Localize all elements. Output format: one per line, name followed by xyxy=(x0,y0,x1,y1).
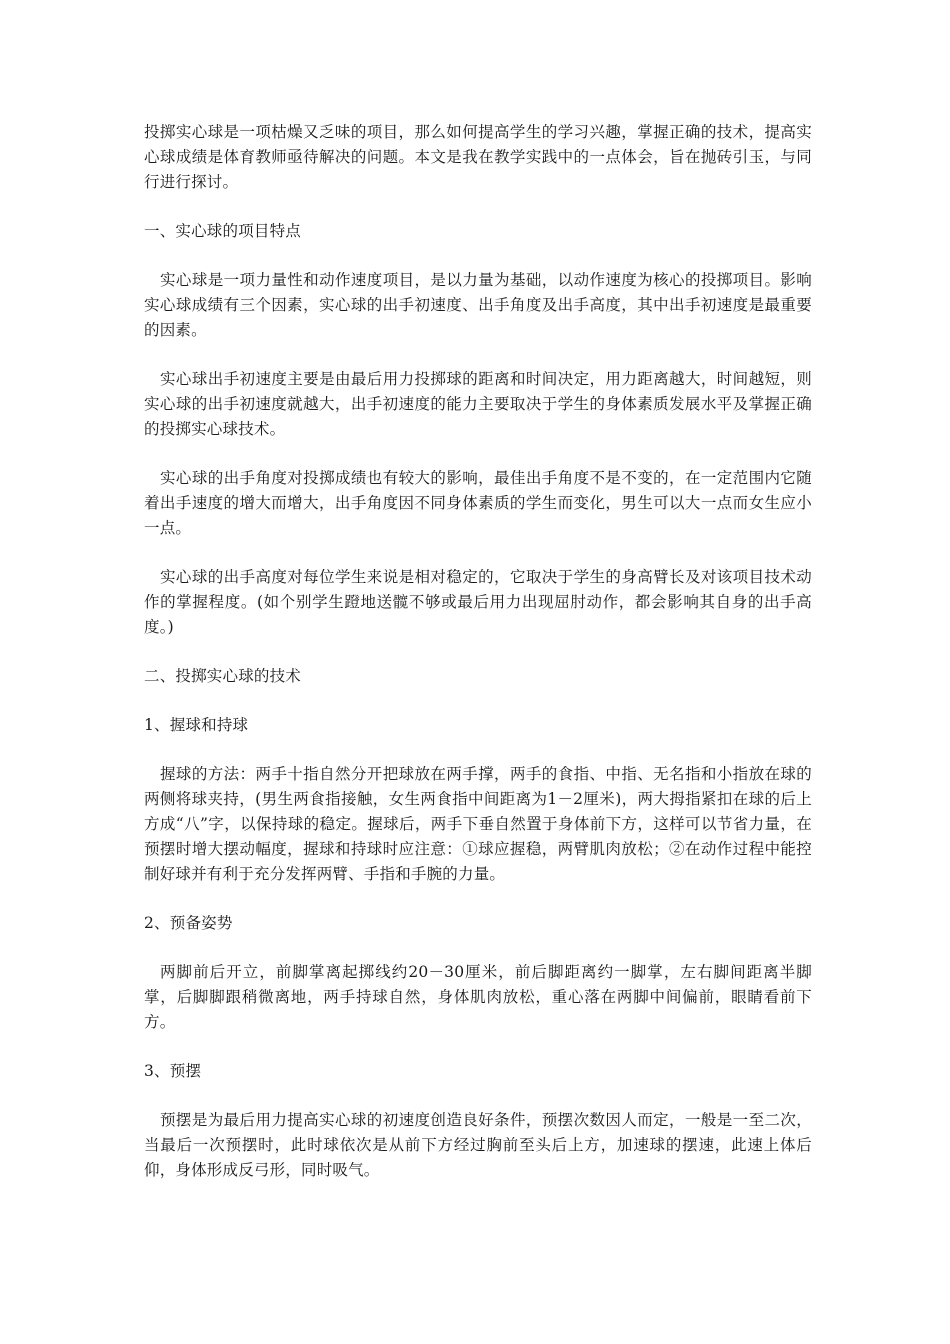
subsection-heading-stance: 2、预备姿势 xyxy=(144,914,233,932)
body-paragraph: 实心球的出手高度对每位学生来说是相对稳定的，它取决于学生的身高臂长及对该项目技术动作的掌握程度。(如个别学生蹬地送髋不够或最后用力出现屈肘动作，都会影响其自身的出手高度。) xyxy=(144,568,812,636)
body-paragraph: 握球的方法：两手十指自然分开把球放在两手撑，两手的食指、中指、无名指和小指放在球的两侧将球夹持，(男生两食指接触，女生两食指中间距离为1－2厘米)，两大拇指紧扣在球的后上方成“八”字，以保持球的稳定。握球后，两手下垂自然置于身体前下方，这样可以节省力量，在预摆时增大摆动幅度，握球和持球时应注意：①球应握稳，两臂肌肉放松；②在动作过程中能控制好球并有利于充分发挥两臂、手指和手腕的力量。 xyxy=(144,765,812,883)
body-paragraph: 预摆是为最后用力提高实心球的初速度创造良好条件，预摆次数因人而定，一般是一至二次，当最后一次预摆时，此时球依次是从前下方经过胸前至头后上方，加速球的摆速，此速上体后仰，身体形成反弓形，同时吸气。 xyxy=(144,1111,812,1179)
body-paragraph: 实心球的出手角度对投掷成绩也有较大的影响，最佳出手角度不是不变的，在一定范围内它随着出手速度的增大而增大，出手角度因不同身体素质的学生而变化，男生可以大一点而女生应小一点。 xyxy=(144,469,812,537)
subsection-heading-grip: 1、握球和持球 xyxy=(144,716,249,734)
subsection-heading-preswing: 3、预摆 xyxy=(144,1062,202,1080)
body-paragraph: 实心球出手初速度主要是由最后用力投掷球的距离和时间决定，用力距离越大，时间越短，则实心球的出手初速度就越大，出手初速度的能力主要取决于学生的身体素质发展水平及掌握正确的投掷实心球技术。 xyxy=(144,370,812,438)
body-paragraph: 两脚前后开立，前脚掌离起掷线约20－30厘米，前后脚距离约一脚掌，左右脚间距离半脚掌，后脚脚跟稍微离地，两手持球自然，身体肌肉放松，重心落在两脚中间偏前，眼睛看前下方。 xyxy=(144,963,812,1031)
body-paragraph: 实心球是一项力量性和动作速度项目，是以力量为基础，以动作速度为核心的投掷项目。影响实心球成绩有三个因素，实心球的出手初速度、出手角度及出手高度，其中出手初速度是最重要的因素。 xyxy=(144,271,812,339)
section-heading-2: 二、投掷实心球的技术 xyxy=(144,667,302,685)
document-page xyxy=(144,120,812,1207)
intro-paragraph: 投掷实心球是一项枯燥又乏味的项目，那么如何提高学生的学习兴趣，掌握正确的技术，提高实心球成绩是体育教师亟待解决的问题。本文是我在教学实践中的一点体会，旨在抛砖引玉，与同行进行探讨。 xyxy=(144,123,812,191)
section-heading-1: 一、实心球的项目特点 xyxy=(144,222,302,240)
